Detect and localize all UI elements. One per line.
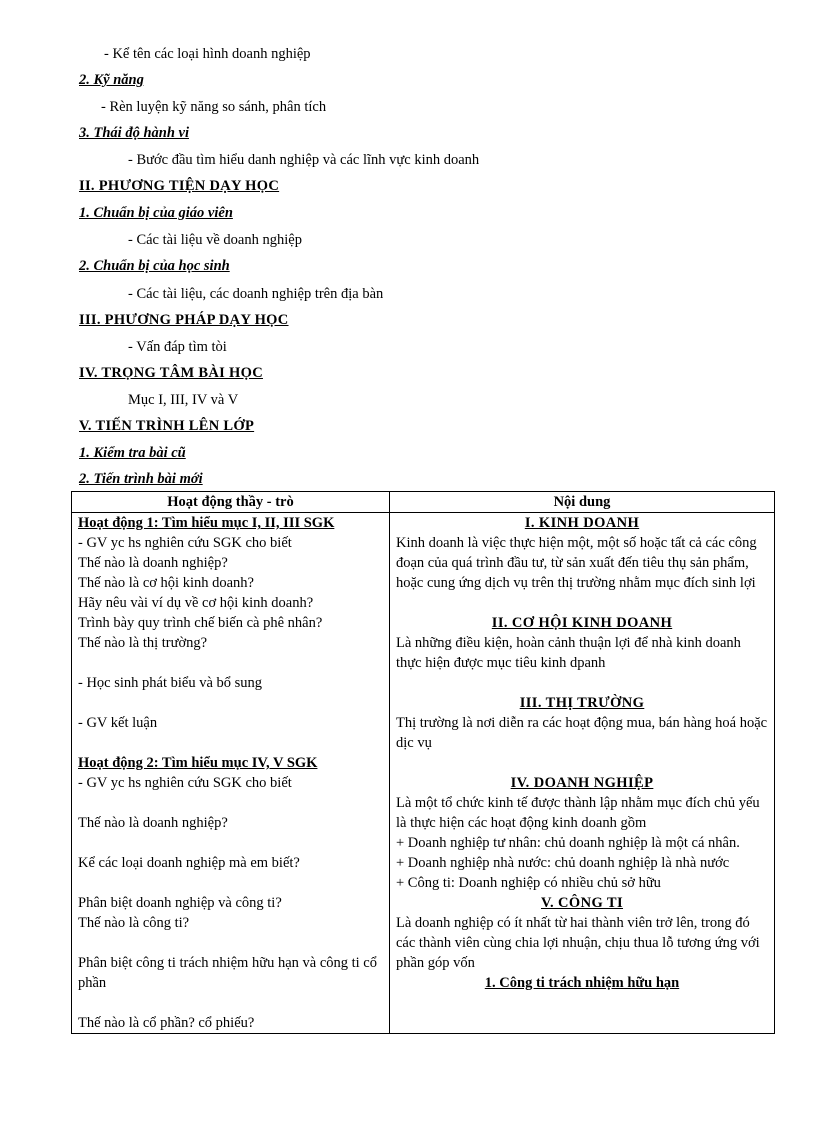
activities-cell	[72, 513, 390, 1034]
header-activities: Hoạt động thầy - trò	[72, 492, 390, 513]
content-paragraph: + Doanh nghiệp tư nhân: chủ doanh nghiệp là một cá nhân.	[396, 835, 740, 851]
spacer	[78, 653, 383, 673]
activity-line: - GV kết luận	[78, 715, 158, 731]
section-teaching-aids: II. PHƯƠNG TIỆN DẠY HỌC	[79, 178, 280, 194]
content-title-llc: 1. Công ti trách nhiệm hữu hạn	[484, 975, 680, 991]
activity-line: Kể các loại doanh nghiệp mà em biết?	[78, 855, 300, 871]
spacer	[396, 673, 768, 693]
methods-line: - Vấn đáp tìm tòi	[128, 339, 227, 355]
table-row	[72, 513, 775, 1034]
content-paragraph: Kinh doanh là việc thực hiện một, một số hoặc tất cả các công đoạn của quá trình đầu tư, từ sản xuất đến tiêu thụ sản phẩm, hoặc cung ứng dịch vụ trên thị trường nhằm mục đích sinh lợi	[396, 535, 757, 591]
activity-line: Thế nào là công ti?	[78, 915, 190, 931]
activity-line: - GV yc hs nghiên cứu SGK cho biết	[78, 775, 292, 791]
heading-new-lesson: 2. Tiến trình bài mới	[79, 471, 203, 487]
spacer	[78, 873, 383, 893]
spacer	[78, 933, 383, 953]
content-paragraph: + Doanh nghiệp nhà nước: chủ doanh nghiệp là nhà nước	[396, 855, 730, 871]
section-focus: IV. TRỌNG TÂM BÀI HỌC	[79, 365, 263, 381]
spacer	[396, 593, 768, 613]
heading-teacher-prep: 1. Chuẩn bị của giáo viên	[79, 205, 233, 221]
content-paragraph: Là những điều kiện, hoàn cảnh thuận lợi để nhà kinh doanh thực hiện được mục tiêu kinh dpanh	[396, 635, 741, 671]
activity-line: Thế nào là cổ phần? cổ phiếu?	[78, 1015, 255, 1031]
spacer	[78, 733, 383, 753]
spacer	[78, 693, 383, 713]
activity-2-title: Hoạt động 2: Tìm hiểu mục IV, V SGK	[78, 755, 318, 771]
content-title-business: I. KINH DOANH	[524, 515, 640, 531]
activity-line: Phân biệt doanh nghiệp và công ti?	[78, 895, 282, 911]
teacher-prep-line: - Các tài liệu về doanh nghiệp	[128, 232, 302, 248]
section-methods: III. PHƯƠNG PHÁP DẠY HỌC	[79, 312, 289, 328]
activity-line: Thế nào là cơ hội kinh doanh?	[78, 575, 254, 591]
focus-line: Mục I, III, IV và V	[128, 392, 239, 408]
objective-line: - Kể tên các loại hình doanh nghiệp	[104, 46, 311, 62]
spacer	[78, 833, 383, 853]
attitude-line: - Bước đầu tìm hiểu danh nghiệp và các lĩnh vực kinh doanh	[128, 152, 480, 168]
content-title-enterprise: IV. DOANH NGHIỆP	[510, 775, 654, 791]
content-cell	[390, 513, 775, 1034]
activity-line: - GV yc hs nghiên cứu SGK cho biết	[78, 535, 292, 551]
activity-line: Thế nào là doanh nghiệp?	[78, 815, 228, 831]
content-paragraph: Là một tổ chức kinh tế được thành lập nhằm mục đích chủ yếu là thực hiện các hoạt động kinh doanh gồm	[396, 795, 760, 831]
lesson-table	[71, 491, 775, 1034]
spacer	[78, 793, 383, 813]
activity-line: Hãy nêu vài ví dụ về cơ hội kinh doanh?	[78, 595, 314, 611]
content-paragraph: Là doanh nghiệp có ít nhất từ hai thành viên trở lên, trong đó các thành viên cùng chia lợi nhuận, chịu thua lỗ tương ứng với phần góp vốn	[396, 915, 760, 971]
content-title-opportunity: II. CƠ HỘI KINH DOANH	[491, 615, 673, 631]
content-paragraph: Thị trường là nơi diễn ra các hoạt động mua, bán hàng hoá hoặc dịc vụ	[396, 715, 768, 751]
header-content: Nội dung	[390, 492, 775, 513]
heading-student-prep: 2. Chuẩn bị của học sinh	[79, 258, 230, 274]
spacer	[396, 753, 768, 773]
activity-line: Thế nào là thị trường?	[78, 635, 208, 651]
table-header-row	[72, 492, 775, 513]
activity-line: Trình bày quy trình chế biến cà phê nhân?	[78, 615, 323, 631]
activity-line: Thế nào là doanh nghiệp?	[78, 555, 228, 571]
activity-1-title: Hoạt động 1: Tìm hiểu mục I, II, III SGK	[78, 515, 335, 531]
skills-line: - Rèn luyện kỹ năng so sánh, phân tích	[101, 99, 327, 115]
section-procedure: V. TIẾN TRÌNH LÊN LỚP	[79, 418, 255, 434]
heading-skills: 2. Kỹ năng	[79, 72, 144, 88]
content-paragraph: + Công ti: Doanh nghiệp có nhiều chủ sở hữu	[396, 875, 661, 891]
spacer	[78, 993, 383, 1013]
content-title-company: V. CÔNG TI	[540, 895, 624, 911]
heading-review: 1. Kiểm tra bài cũ	[79, 445, 186, 461]
activity-line: - Học sinh phát biểu và bổ sung	[78, 675, 263, 691]
content-title-market: III. THỊ TRƯỜNG	[519, 695, 645, 711]
activity-line: Phân biệt công ti trách nhiệm hữu hạn và công ti cổ phần	[78, 955, 377, 991]
student-prep-line: - Các tài liệu, các doanh nghiệp trên địa bàn	[128, 286, 384, 302]
heading-attitude: 3. Thái độ hành vi	[79, 125, 189, 141]
